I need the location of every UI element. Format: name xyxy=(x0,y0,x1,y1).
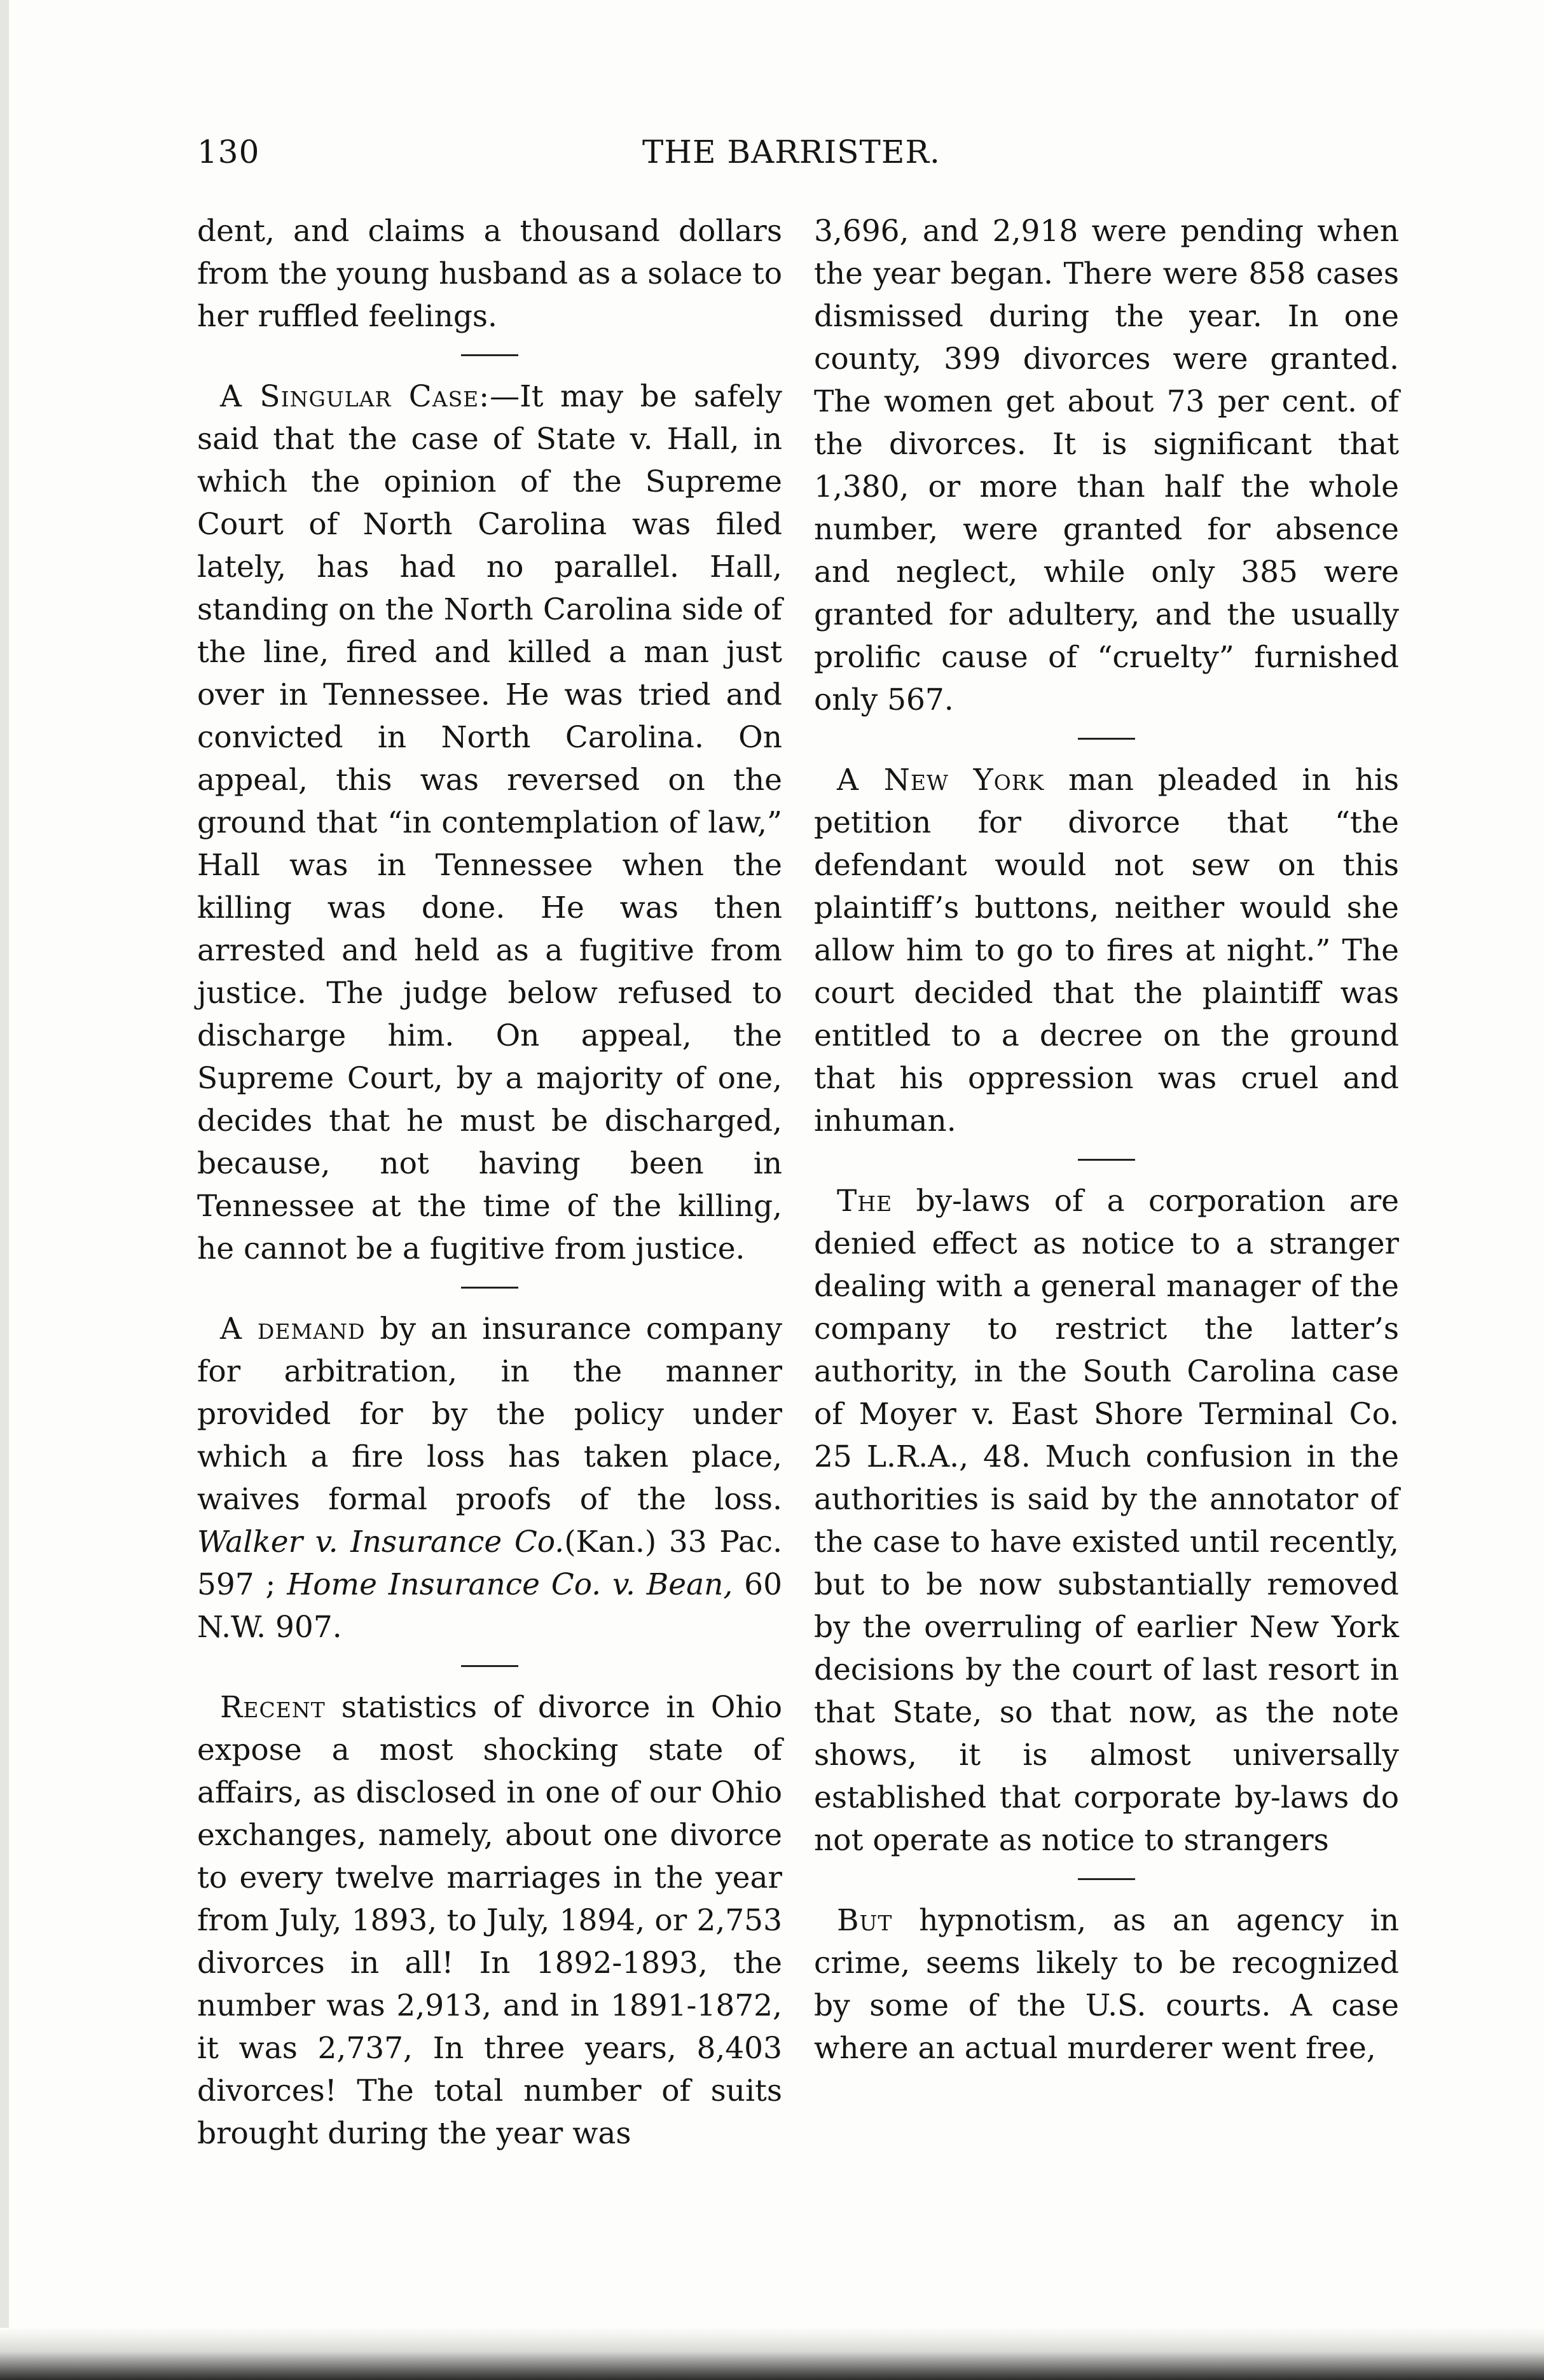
scan-bottom-edge xyxy=(0,2328,1544,2380)
citation-text: 60 N.W. 907. xyxy=(197,1567,782,1645)
paragraph-lead: A demand xyxy=(220,1311,366,1346)
paragraph-lead: Recent xyxy=(220,1690,326,1725)
section-rule xyxy=(1078,1878,1135,1880)
paragraph-new-york-divorce xyxy=(814,759,1399,1142)
paragraph-divorce-statistics xyxy=(197,1686,782,2155)
section-rule xyxy=(461,1287,518,1289)
right-column xyxy=(814,210,1399,2070)
left-column xyxy=(197,210,782,2155)
paragraph-lead: The xyxy=(837,1184,893,1219)
paragraph-lead: A New York xyxy=(837,763,1045,798)
paragraph-body: hypnotism, as an agency in crime, seems likely to be recognized by some of the U.S. courts. A case where an actual murderer went free, xyxy=(814,1903,1399,2066)
paragraph-body: by an insurance company for arbitration, in the manner provided for by the policy under which a fire loss has taken place, waives formal proofs of the loss. xyxy=(197,1311,782,1517)
section-rule xyxy=(461,1665,518,1667)
page-header xyxy=(197,134,1374,178)
running-head: THE BARRISTER. xyxy=(642,134,941,170)
paragraph-hypnotism xyxy=(814,1899,1399,2070)
citation-text: (Kan.) 33 Pac. 597 ; xyxy=(197,1525,783,1602)
section-rule xyxy=(1078,1159,1135,1161)
paragraph-body: statistics of divorce in Ohio expose a most shocking state of affairs, as disclosed in one of our Ohio exchanges, namely, about one divorce to every twelve marriages in the year from July, 1893, to July, 1894, or 2,753 divorces in all! In 1892-1893, the number was 2,913, and in 1891-1872, it was 2,737, In three years, 8,403 divorces! The total number of suits brought during the year was xyxy=(197,1690,782,2151)
section-rule xyxy=(461,354,518,356)
paragraph-corporate-bylaws xyxy=(814,1180,1399,1862)
paragraph-continued: dent, and claims a thousand dollars from the young husband as a solace to her ruffled feelings. xyxy=(197,214,782,334)
paragraph-insurance-demand xyxy=(197,1308,782,1649)
paragraph-lead: A Singular Case: xyxy=(220,379,490,414)
paragraph-singular-case xyxy=(197,375,782,1270)
scan-left-edge xyxy=(0,0,9,2380)
paragraph-body: man pleaded in his petition for divorce that “the defendant would not sew on this plaintiff’s buttons, neither would she allow him to go to fires at night.” The court decided that the plaintiff was entitled to a decree on the ground that his oppression was cruel and inhuman. xyxy=(814,763,1399,1138)
paragraph-lead: But xyxy=(837,1903,893,1938)
page-number: 130 xyxy=(197,134,260,170)
case-citation: Walker v. Insurance Co. xyxy=(197,1525,565,1560)
paragraph-continued: 3,696, and 2,918 were pending when the year began. There were 858 cases dismissed during the year. In one county, 399 divorces were granted. The women get about 73 per cent. of the divorces. It is significant that 1,380, or more than half the whole number, were granted for absence and neglect, while only 385 were granted for adultery, and the usually prolific cause of “cruelty” furnished only 567. xyxy=(814,214,1399,717)
section-rule xyxy=(1078,738,1135,740)
paragraph-body: —It may be safely said that the case of State v. Hall, in which the opinion of the Supreme Court of North Carolina was filed lately, has had no parallel. Hall, standing on the North Carolina side of the line, fired and killed a man just over in Tennessee. He was tried and convicted in North Carolina. On appeal, this was reversed on the ground that “in contemplation of law,” Hall was in Tennessee when the killing was done. He was then arrested and held as a fugitive from justice. The judge below refused to discharge him. On appeal, the Supreme Court, by a majority of one, decides that he must be discharged, because, not having been in Tennessee at the time of the killing, he cannot be a fugitive from justice. xyxy=(197,379,782,1266)
paragraph-body: by-laws of a corporation are denied effect as notice to a stranger dealing with a general manager of the company to restrict the latter’s authority, in the South Carolina case of Moyer v. East Shore Terminal Co. 25 L.R.A., 48. Much confusion in the authorities is said by the annotator of the case to have existed until recently, but to be now substantially removed by the overruling of earlier New York decisions by the court of last resort in that State, so that now, as the note shows, it is almost universally established that corporate by-laws do not operate as notice to strangers xyxy=(814,1184,1399,1858)
case-citation: Home Insurance Co. v. Bean, xyxy=(287,1567,733,1602)
